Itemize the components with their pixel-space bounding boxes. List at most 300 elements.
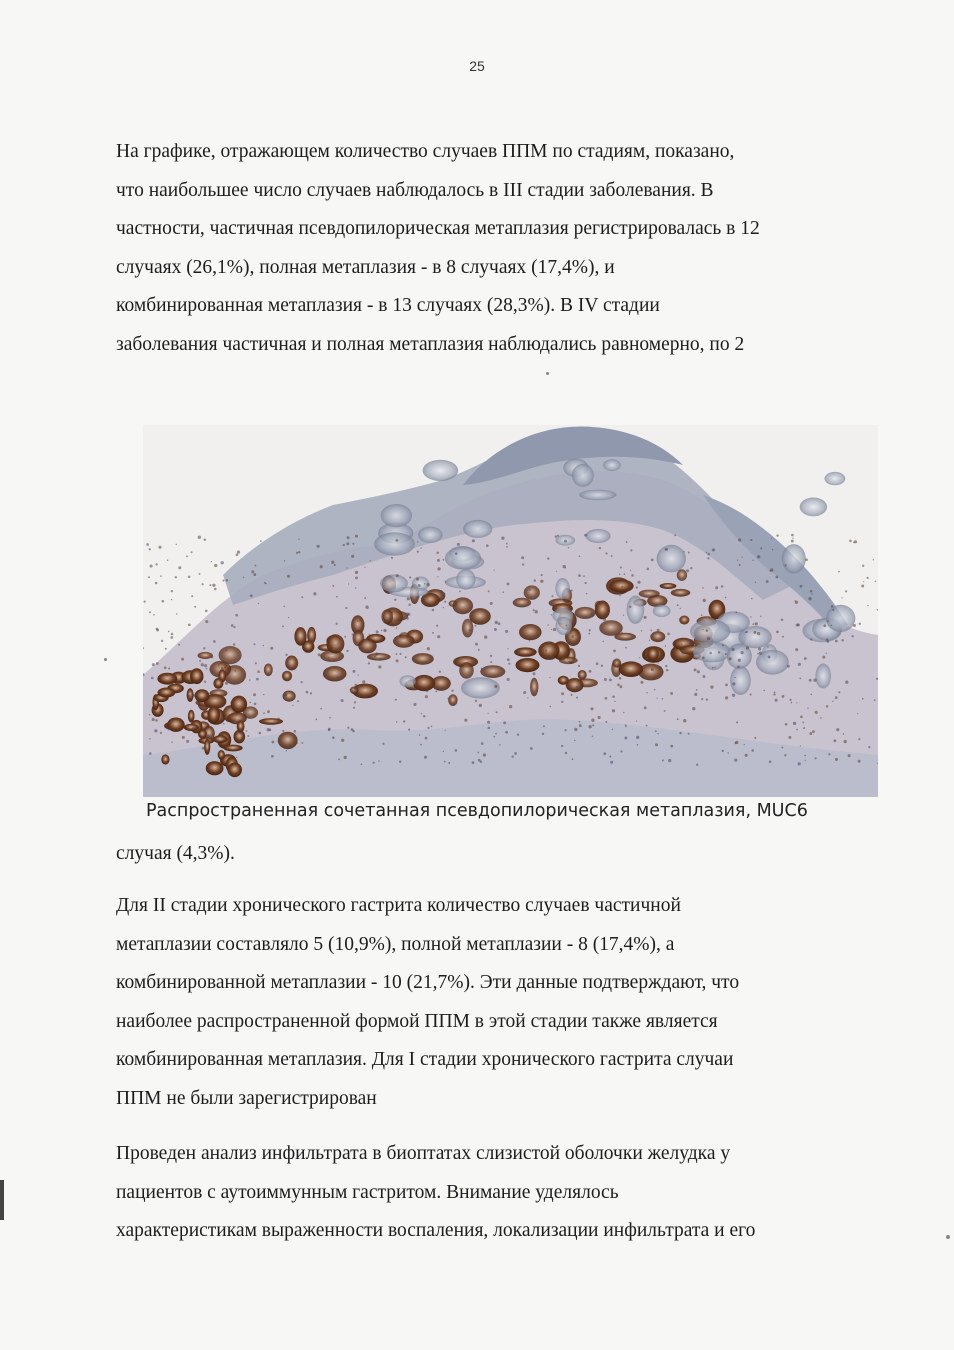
cell-nucleus [657,629,660,632]
cell-nucleus [849,540,852,543]
unstained-gland [445,547,481,570]
cell-nucleus [805,558,808,561]
cell-nucleus [729,657,732,660]
cell-nucleus [505,731,508,734]
cell-nucleus [355,684,358,687]
text-line: заболевания частичная и полная метаплазия наблюдались равномерно, по 2 [116,333,745,355]
cell-nucleus [781,747,783,749]
cell-nucleus [619,574,620,575]
cell-nucleus [488,590,490,592]
cell-nucleus [527,697,528,698]
cell-nucleus [176,613,178,615]
stained-gland [213,678,223,689]
cell-nucleus [737,560,738,561]
cell-nucleus [766,580,769,583]
unstained-gland [423,460,459,481]
cell-nucleus [571,694,573,696]
stained-gland [184,724,199,731]
cell-nucleus [662,698,664,700]
cell-nucleus [439,671,441,673]
cell-nucleus [209,584,211,586]
cell-nucleus [629,606,631,608]
cell-nucleus [153,711,154,712]
cell-nucleus [796,624,799,627]
cell-nucleus [579,721,581,723]
cell-nucleus [214,564,217,567]
cell-nucleus [703,675,706,678]
cell-nucleus [609,756,611,758]
text-line: комбинированной метаплазии - 10 (21,7%). Эти данные подтверждают, что [116,972,740,993]
cell-nucleus [486,544,489,547]
cell-nucleus [586,616,587,617]
cell-nucleus [732,682,735,685]
cell-nucleus [407,597,410,600]
cell-nucleus [822,656,825,659]
cell-nucleus [681,651,684,654]
cell-nucleus [657,733,658,734]
scan-speck [946,1235,950,1239]
cell-nucleus [588,725,591,728]
cell-nucleus [149,548,151,550]
cell-nucleus [576,686,579,689]
cell-nucleus [604,678,607,681]
cell-nucleus [346,650,348,652]
cell-nucleus [845,590,847,592]
cell-nucleus [297,700,299,702]
stained-gland [208,706,220,724]
cell-nucleus [474,625,476,627]
cell-nucleus [751,749,754,752]
stained-gland [609,580,634,593]
cell-nucleus [655,730,657,732]
cell-nucleus [478,759,481,762]
cell-nucleus [206,668,208,670]
stained-gland [190,668,204,684]
cell-nucleus [496,711,498,713]
cell-nucleus [243,577,244,578]
cell-nucleus [775,576,778,579]
cell-nucleus [533,672,536,675]
cell-nucleus [186,555,188,557]
cell-nucleus [579,555,581,557]
unstained-gland [653,605,671,617]
cell-nucleus [162,600,165,603]
unstained-gland [690,619,730,643]
cell-nucleus [427,583,430,586]
cell-nucleus [425,737,428,740]
cell-nucleus [223,723,225,725]
cell-nucleus [677,718,679,720]
cell-nucleus [851,635,853,637]
cell-nucleus [833,739,836,742]
cell-nucleus [339,649,341,651]
cell-nucleus [251,570,254,573]
stained-gland [412,653,434,665]
cell-nucleus [861,585,864,588]
cell-nucleus [776,631,779,634]
cell-nucleus [875,581,876,582]
text-line: пациентов с аутоиммунным гастритом. Внимание уделялось [116,1181,619,1203]
stained-gland [671,589,691,597]
unstained-gland [374,532,415,555]
cell-nucleus [512,755,514,757]
cell-nucleus [234,670,236,672]
cell-nucleus [679,732,681,734]
unstained-gland [381,504,412,527]
cell-nucleus [836,728,839,731]
cell-nucleus [391,612,393,614]
cell-nucleus [174,675,176,677]
cell-nucleus [282,625,284,627]
cell-nucleus [702,587,704,589]
cell-nucleus [605,697,608,700]
cell-nucleus [787,665,790,668]
page-number: 25 [469,58,485,74]
cell-nucleus [715,586,718,589]
cell-nucleus [364,567,365,568]
cell-nucleus [561,657,564,660]
stained-gland [448,694,457,706]
cell-nucleus [677,604,679,606]
cell-nucleus [867,605,869,607]
cell-nucleus [551,657,554,660]
cell-nucleus [626,541,628,543]
cell-nucleus [459,591,461,593]
cell-nucleus [757,555,760,558]
cell-nucleus [785,564,787,566]
cell-nucleus [302,742,304,744]
cell-nucleus [362,686,364,688]
cell-nucleus [602,641,604,643]
cell-nucleus [753,631,756,634]
cell-nucleus [653,677,656,680]
stained-gland [480,665,505,678]
unstained-gland [418,527,442,543]
cell-nucleus [488,727,491,730]
cell-nucleus [214,588,217,591]
cell-nucleus [236,757,237,758]
cell-nucleus [597,612,598,613]
cell-nucleus [639,657,640,658]
cell-nucleus [336,623,338,625]
cell-nucleus [858,738,860,740]
cell-nucleus [355,535,358,538]
stained-gland [206,761,224,775]
unstained-gland [693,642,731,663]
histology-micrograph [143,425,878,797]
cell-nucleus [815,711,818,714]
cell-nucleus [188,623,191,626]
unstained-gland [657,545,686,573]
cell-nucleus [481,668,483,670]
cell-nucleus [250,594,253,597]
stained-gland [650,631,665,642]
cell-nucleus [835,758,838,761]
cell-nucleus [664,710,666,712]
cell-nucleus [149,738,151,740]
cell-nucleus [345,607,347,609]
cell-nucleus [148,576,150,578]
cell-nucleus [598,716,601,719]
cell-nucleus [710,685,713,688]
cell-nucleus [601,665,603,667]
cell-nucleus [619,677,622,680]
cell-nucleus [659,666,662,669]
cell-nucleus [868,746,870,748]
cell-nucleus [674,534,676,536]
stained-gland [677,569,687,581]
cell-nucleus [278,741,280,743]
cell-nucleus [862,698,864,700]
cell-nucleus [799,585,802,588]
cell-nucleus [772,549,773,550]
cell-nucleus [874,699,876,701]
cell-nucleus [731,648,734,651]
cell-nucleus [561,692,564,695]
cell-nucleus [413,703,416,706]
cell-nucleus [859,623,861,625]
cell-nucleus [391,557,393,559]
cell-nucleus [291,746,293,748]
cell-nucleus [419,734,421,736]
cell-nucleus [542,733,544,735]
cell-nucleus [341,699,344,702]
stained-gland [459,662,474,679]
cell-nucleus [173,693,174,694]
cell-nucleus [866,577,868,579]
cell-nucleus [437,552,439,554]
cell-nucleus [854,540,857,543]
cell-nucleus [697,670,700,673]
cell-nucleus [437,635,440,638]
stained-gland [213,735,228,743]
cell-nucleus [808,597,811,600]
cell-nucleus [694,693,697,696]
cell-nucleus [298,538,299,539]
cell-nucleus [202,747,205,750]
unstained-gland [730,666,751,695]
cell-nucleus [751,598,753,600]
cell-nucleus [270,647,273,650]
cell-nucleus [425,695,428,698]
cell-nucleus [521,556,524,559]
cell-nucleus [876,678,878,680]
cell-nucleus [568,547,569,548]
cell-nucleus [249,702,251,704]
cell-nucleus [800,745,801,746]
stained-gland [453,597,474,614]
stained-gland [538,642,559,660]
stained-gland [516,658,540,672]
unstained-gland [456,569,475,590]
cell-nucleus [306,691,309,694]
cell-nucleus [791,702,793,704]
stained-gland [264,664,273,677]
cell-nucleus [814,757,816,759]
cell-nucleus [338,759,340,761]
cell-nucleus [571,589,573,591]
cell-nucleus [782,636,784,638]
tissue-section-image [143,425,878,797]
cell-nucleus [361,763,363,765]
cell-nucleus [572,620,575,623]
stained-gland [237,721,245,733]
cell-nucleus [355,576,358,579]
cell-nucleus [584,534,587,537]
cell-nucleus [555,535,557,537]
cell-nucleus [781,619,783,621]
cell-nucleus [543,725,545,727]
cell-nucleus [188,576,191,579]
cell-nucleus [507,582,510,585]
cell-nucleus [832,701,833,702]
cell-nucleus [551,614,552,615]
text-line: случая (4,3%). [116,843,235,864]
cell-nucleus [746,631,748,633]
cell-nucleus [313,592,316,595]
unstained-gland [556,617,572,635]
cell-nucleus [810,638,812,640]
cell-nucleus [258,603,259,604]
unstained-gland [815,664,831,689]
stained-gland [566,678,584,692]
cell-nucleus [752,623,754,625]
cell-nucleus [807,707,809,709]
cell-nucleus [750,539,752,541]
cell-nucleus [689,641,692,644]
cell-nucleus [165,648,167,650]
cell-nucleus [725,653,727,655]
cell-nucleus [703,599,706,602]
cell-nucleus [725,684,728,687]
cell-nucleus [381,630,382,631]
cell-nucleus [294,730,297,733]
cell-nucleus [315,719,317,721]
cell-nucleus [382,743,384,745]
cell-nucleus [346,567,347,568]
cell-nucleus [351,633,353,635]
cell-nucleus [625,647,627,649]
cell-nucleus [205,620,208,623]
cell-nucleus [826,653,827,654]
cell-nucleus [464,719,467,722]
cell-nucleus [757,632,760,635]
cell-nucleus [737,666,740,669]
cell-nucleus [557,535,559,537]
cell-nucleus [529,589,531,591]
cell-nucleus [760,616,761,617]
cell-nucleus [442,593,445,596]
cell-nucleus [641,630,642,631]
cell-nucleus [249,679,251,681]
cell-nucleus [599,547,601,549]
cell-nucleus [810,693,812,695]
cell-nucleus [644,707,647,710]
cell-nucleus [284,693,287,696]
cell-nucleus [320,565,323,568]
stained-gland [679,616,689,625]
cell-nucleus [831,625,832,626]
cell-nucleus [175,576,177,578]
stained-gland [367,653,391,661]
cell-nucleus [257,670,260,673]
cell-nucleus [267,728,270,731]
cell-nucleus [670,745,673,748]
cell-nucleus [746,646,749,649]
cell-nucleus [774,691,776,693]
cell-nucleus [427,647,430,650]
cell-nucleus [347,536,350,539]
cell-nucleus [444,761,446,763]
cell-nucleus [644,616,647,619]
cell-nucleus [409,576,411,578]
stained-gland [282,671,292,682]
stained-gland [595,601,610,620]
cell-nucleus [168,727,171,730]
cell-nucleus [495,733,497,735]
cell-nucleus [796,729,798,731]
cell-nucleus [487,713,488,714]
cell-nucleus [620,566,622,568]
cell-nucleus [755,622,758,625]
cell-nucleus [681,643,682,644]
cell-nucleus [551,629,552,630]
unstained-gland [463,520,492,538]
cell-nucleus [246,730,248,732]
cell-nucleus [662,759,664,761]
stained-gland [195,689,210,702]
cell-nucleus [506,543,508,545]
cell-nucleus [365,606,368,609]
cell-nucleus [796,702,797,703]
cell-nucleus [359,619,362,622]
cell-nucleus [443,607,444,608]
cell-nucleus [287,575,290,578]
cell-nucleus [813,679,816,682]
cell-nucleus [858,760,861,763]
cell-nucleus [802,722,804,724]
cell-nucleus [483,753,486,756]
cell-nucleus [571,635,574,638]
cell-nucleus [236,553,239,556]
cell-nucleus [152,718,155,721]
cell-nucleus [416,578,419,581]
cell-nucleus [357,620,359,622]
cell-nucleus [735,741,738,744]
stained-gland [323,666,347,681]
text-line: частности, частичная псевдопилорическая метаплазия регистрировалась в 12 [116,218,760,239]
stained-gland [647,647,659,661]
cell-nucleus [707,553,709,555]
cell-nucleus [150,564,153,567]
stained-gland [559,657,578,664]
cell-nucleus [534,579,536,581]
cell-nucleus [205,610,208,613]
cell-nucleus [378,760,379,761]
cell-nucleus [351,555,354,558]
cell-nucleus [394,599,396,601]
cell-nucleus [437,559,440,562]
cell-nucleus [368,634,369,635]
cell-nucleus [549,677,550,678]
cell-nucleus [803,727,805,729]
cell-nucleus [631,574,634,577]
stained-gland [619,661,643,677]
cell-nucleus [603,752,606,755]
cell-nucleus [795,601,798,604]
cell-nucleus [651,559,654,562]
cell-nucleus [667,633,670,636]
